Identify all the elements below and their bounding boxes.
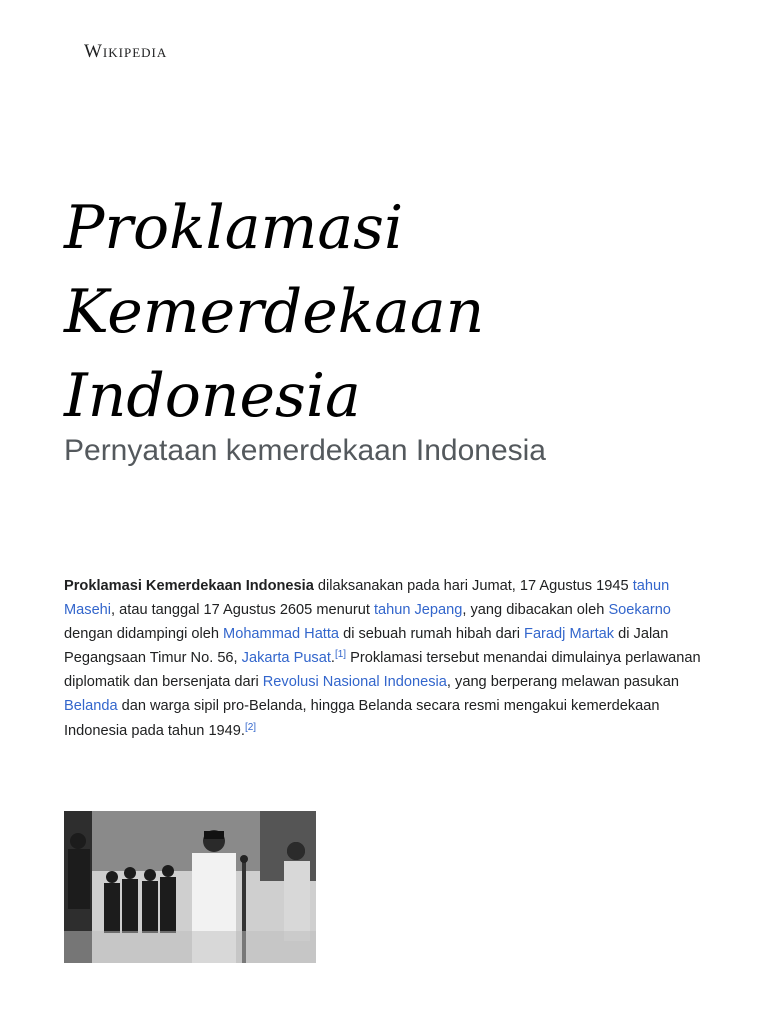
title-line-1: Proklamasi bbox=[64, 193, 404, 263]
lead-text: . bbox=[330, 650, 335, 667]
lead-text: , atau tanggal 17 Agustus 2605 menurut bbox=[111, 602, 374, 619]
wikipedia-wordmark[interactable]: Wikipedia bbox=[84, 41, 168, 62]
link-mohammad-hatta[interactable]: Mohammad Hatta bbox=[223, 626, 340, 643]
reference-link-2[interactable]: [2] bbox=[244, 721, 257, 733]
page-title bbox=[64, 186, 724, 438]
title-line-3: Indonesia bbox=[64, 361, 361, 431]
link-tahun-masehi[interactable]: tahun Masehi bbox=[64, 578, 670, 619]
lead-paragraph bbox=[64, 574, 704, 743]
proclamation-photo[interactable] bbox=[64, 811, 316, 963]
link-jakarta-pusat[interactable]: Jakarta Pusat bbox=[241, 650, 331, 667]
lead-text: , yang dibacakan oleh bbox=[462, 602, 609, 619]
link-soekarno[interactable]: Soekarno bbox=[608, 602, 671, 619]
link-revolusi-nasional[interactable]: Revolusi Nasional Indonesia bbox=[262, 674, 447, 691]
reference-link-1[interactable]: [1] bbox=[334, 649, 347, 661]
page-subtitle: Pernyataan kemerdekaan Indonesia bbox=[64, 434, 546, 467]
proclamation-photo-image bbox=[64, 811, 316, 963]
lead-text: dilaksanakan pada hari Jumat, 17 Agustus 1945 bbox=[313, 578, 633, 594]
title-line-2: Kemerdekaan bbox=[64, 277, 485, 347]
link-faradj-martak[interactable]: Faradj Martak bbox=[524, 626, 615, 643]
lead-text: dan warga sipil pro-Belanda, hingga Belanda secara resmi mengakui kemerdekaan Indonesia pada tahun 1949. bbox=[64, 698, 660, 739]
link-tahun-jepang[interactable]: tahun Jepang bbox=[373, 602, 463, 619]
link-belanda[interactable]: Belanda bbox=[64, 698, 118, 715]
lead-text: Proklamasi tersebut menandai dimulainya perlawanan diplomatik dan bersenjata dari bbox=[64, 650, 701, 691]
lead-text: dengan didampingi oleh bbox=[64, 626, 224, 643]
lead-text: , yang berperang melawan pasukan bbox=[446, 674, 679, 691]
lead-text: di sebuah rumah hibah dari bbox=[339, 626, 525, 643]
lead-bold-term: Proklamasi Kemerdekaan Indonesia bbox=[64, 578, 314, 594]
lead-text: di Jalan Pegangsaan Timur No. 56, bbox=[64, 626, 669, 667]
